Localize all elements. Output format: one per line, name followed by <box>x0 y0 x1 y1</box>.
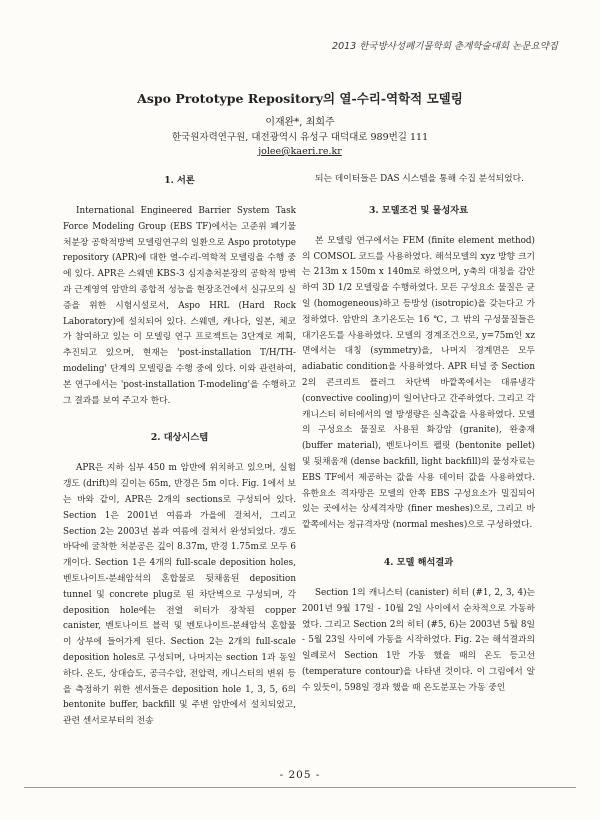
model-conditions-paragraph: 본 모델링 연구에서는 FEM (finite element method)의 COMSOL 코드를 사용하였다. 해석모델의 xyz 방향 크기는 213m x 150m x 140m로 하였으며, y축의 대칭을 감안하여 3D 1/2 모델링을 수행하였다. 모든 구성요소 물질은 균일 (homogeneous)하고 등방성 (isotropic)을 갖는다고 가정하였다. 암반의 초기온도는 16 ℃, 그 밖의 구성물질들은 대기온도를 사용하였다. 모델의 경계조건으로, y=75m인 xz면에서는 대칭 (symmetry)을, 나머지 경계면은 모두 adiabatic condition을 사용하였다. APR 터널 중 Section 2의 콘크리트 플러그 차단벽 바깥쪽에서는 대류냉각 (convective cooling)이 일어난다고 간주하였다. 그리고 각 캐니스터 히터에서의 열 방생량은 실측값을 사용하였다. 모델의 구성요소 물질로 사용된 화강암 (granite), 완충재 (buffer material), 벤토나이트 펠릿 (bentonite pellet) 및 뒷채움재 (dense backfill, light backfill)의 물성자료는 EBS TF에서 제공하는 값을 사용 데이터 값을 사용하였다. 유한요소 격자망은 모델의 안쪽 EBS 구성요소가 밀집되어 있는 곳에서는 상세격자망 (finer meshes)으로, 그리고 바깥쪽에서는 정규격자망 (normal meshes)으로 구성하였다. <box>302 235 535 531</box>
section-heading-model-results: 4. 모델 해석결과 <box>383 556 454 568</box>
section-heading-target-system: 2. 대상시스템 <box>150 432 209 444</box>
introduction-paragraph: International Engineered Barrier System Task Force Modeling Group (EBS TF)에서는 고준위 폐기물처분장 공학적방벽 모델링연구의 일환으로 Aspo prototype repository (APR)에 대한 열-수리-역학적 모델링을 수행 중에 있다. APR은 스웨덴 KBS-3 심지층처분장의 공학적 방벽과 근계영역 암반의 종합적 성능을 현장조건에서 실규모의 실증을 위한 시험시설로서, Aspo HRL (Hard Rock Laboratory)에 설치되어 있다. 스웨덴, 캐나다, 일본, 체코가 참여하고 있는 이 모델링 연구 프로젝트는 3단계로 계획,추진되고 있으며, 현재는 'post-installation T/H/TH- modeling' 단계의 모델링을 수행 중에 있다. 이와 관련하여, 본 연구에서는 'post-installation T-modeling'을 수행하고 그 결과를 보여 주고자 한다. <box>63 206 296 406</box>
paper-authors: 이재완*, 최희주 <box>265 117 335 128</box>
paper-title: Aspo Prototype Repository의 열-수리-역학적 모델링 <box>137 91 463 106</box>
section-heading-model-conditions: 3. 모델조건 및 물성자료 <box>368 204 469 216</box>
author-email-link[interactable]: jolee@kaeri.re.kr <box>258 146 342 157</box>
conference-header: 2013 한국방사성폐기물학회 춘계학술대회 논문요약집 <box>332 41 558 52</box>
model-results-paragraph: Section 1의 캐니스터 (canister) 히터 (#1, 2, 3, 4)는 2001년 9월 17일 - 10월 2일 사이에서 순차적으로 가동하였다. 그리고 Section 2의 히터 (#5, 6)는 2003년 5월 8일 - 5월 23일 사이에 가동을 시작하였다. Fig. 2는 해석결과의 일례로서 Section 1만 가동 했을 때의 온도 등고선 (temperature contour)을 나타낸 것이다. 이 그림에서 알 수 있듯이, 598일 경과 했을 때 온도분포는 가동 중인 <box>302 587 535 693</box>
target-system-paragraph: APR은 지하 심부 450 m 암반에 위치하고 있으며, 실험 갱도 (drift)의 길이는 65m, 반경은 5m 이다. Fig. 1에서 보는 바와 같이, APR은 2개의 sections로 구성되어 있다. Section 1은 2001년 여름과 가을에 걸쳐서, 그리고 Section 2는 2003년 봄과 여름에 걸쳐서 완성되었다. 갱도 바닥에 굴착한 처분공은 깊이 8.37m, 반경 1.75m로 모두 6개이다. Section 1은 4개의 full-scale deposition holes, 벤토나이트-분쇄암석의 혼합물로 뒷채움된 deposition tunnel 및 concrete plug로 된 차단벽으로 구성되며, 각 deposition hole에는 전열 히터가 장착된 copper canister, 벤토나이트 블럭 및 벤토나이트-분쇄암석 혼합물이 상부에 들어가게 된다. Section 2는 2개의 full-scale deposition holes로 구성되며, 나머지는 section 1과 동일하다. 온도, 상대습도, 공극수압, 전압력, 캐니스터의 변위 등을 측정하기 위한 센서들은 deposition hole 1, 3, 5, 6의 bentonite buffer, backfill 및 주변 암반에서 설치되었고, 관련 센서로부터의 전송 <box>63 463 296 727</box>
page-number: - 205 - <box>279 769 321 781</box>
left-column <box>63 172 296 730</box>
footer-divider <box>24 787 576 788</box>
continued-paragraph: 되는 데이터들은 DAS 시스템을 통해 수집 분석되었다. <box>315 174 524 184</box>
right-column <box>302 172 535 697</box>
section-heading-introduction: 1. 서론 <box>164 175 195 186</box>
paper-affiliation: 한국원자력연구원, 대전광역시 유성구 대덕대로 989번길 111 <box>171 132 429 143</box>
